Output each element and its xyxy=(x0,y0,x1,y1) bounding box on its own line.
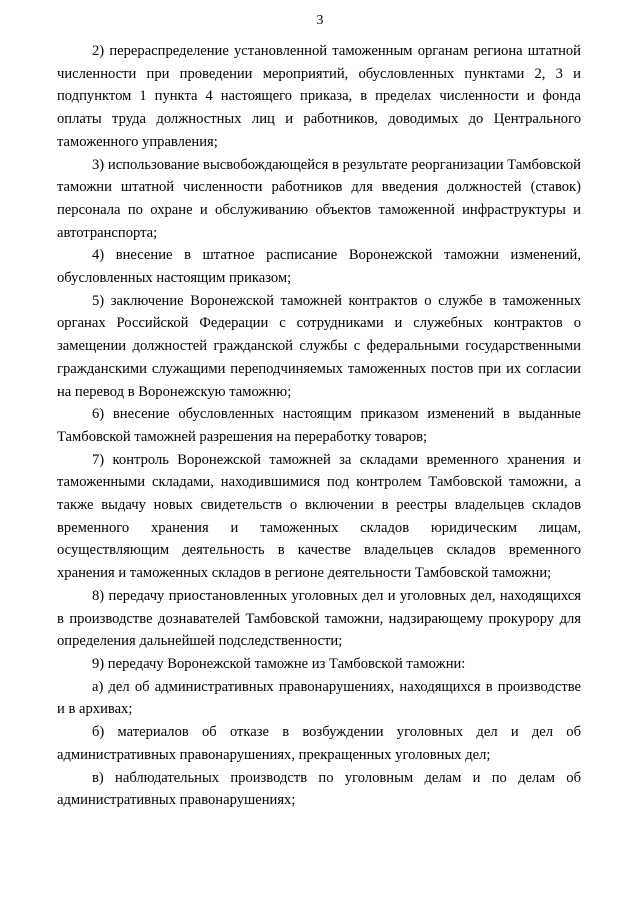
document-body xyxy=(57,40,581,812)
paragraph-item-8: 8) передачу приостановленных уголовных дел и уголовных дел, находящихся в производстве дознавателей Тамбовской таможни, надзирающему прокурору для определения дальнейшей подследственности; xyxy=(57,587,581,650)
paragraph-item-4: 4) внесение в штатное расписание Воронежской таможни изменений, обусловленных настоящим приказом; xyxy=(57,247,581,287)
paragraph-item-6: 6) внесение обусловленных настоящим приказом изменений в выданные Тамбовской таможней разрешения на переработку товаров; xyxy=(57,406,581,445)
paragraph-item-5: 5) заключение Воронежской таможней контрактов о службе в таможенных органах Российской Федерации с сотрудниками и служебных контрактов о замещении должностей гражданской службы с федеральными государственными гражданскими служащими переподчиняемых таможенных постов при их согласии на перевод в Воронежскую таможню; xyxy=(57,292,581,400)
paragraph-item-9: 9) передачу Воронежской таможне из Тамбовской таможни: xyxy=(92,655,466,672)
paragraph-item-3: 3) использование высвобождающейся в результате реорганизации Тамбовской таможни штатной численности работников для введения должностей (ставок) персонала по охране и обслуживанию объектов таможенной инфраструктуры и автотранспорта; xyxy=(57,156,581,241)
page-number: 3 xyxy=(316,13,324,28)
paragraph-subitem-v: в) наблюдательных производств по уголовным делам и по делам об административных правонарушениях; xyxy=(57,769,581,809)
paragraph-subitem-a: а) дел об административных правонарушениях, находящихся в производстве и в архивах; xyxy=(57,678,581,718)
paragraph-subitem-b: б) материалов об отказе в возбуждении уголовных дел и дел об административных правонарушениях, прекращенных уголовных дел; xyxy=(57,724,581,763)
paragraph-item-7: 7) контроль Воронежской таможней за складами временного хранения и таможенными складами, находившимися под контролем Тамбовской таможни, а также выдачу новых свидетельств о включении в реестры владельцев складов временного хранения и таможенных складов юридическим лицам, осуществляющим деятельность в качестве владельцев складов временного хранения и таможенных складов в регионе деятельности Тамбовской таможни; xyxy=(57,451,581,582)
paragraph-item-2: 2) перераспределение установленной таможенным органам региона штатной численности при проведении мероприятий, обусловленных пунктами 2, 3 и подпунктом 1 пункта 4 настоящего приказа, в пределах численности и фонда оплаты труда должностных лиц и работников, доводимых до Центрального таможенного управления; xyxy=(57,43,581,150)
